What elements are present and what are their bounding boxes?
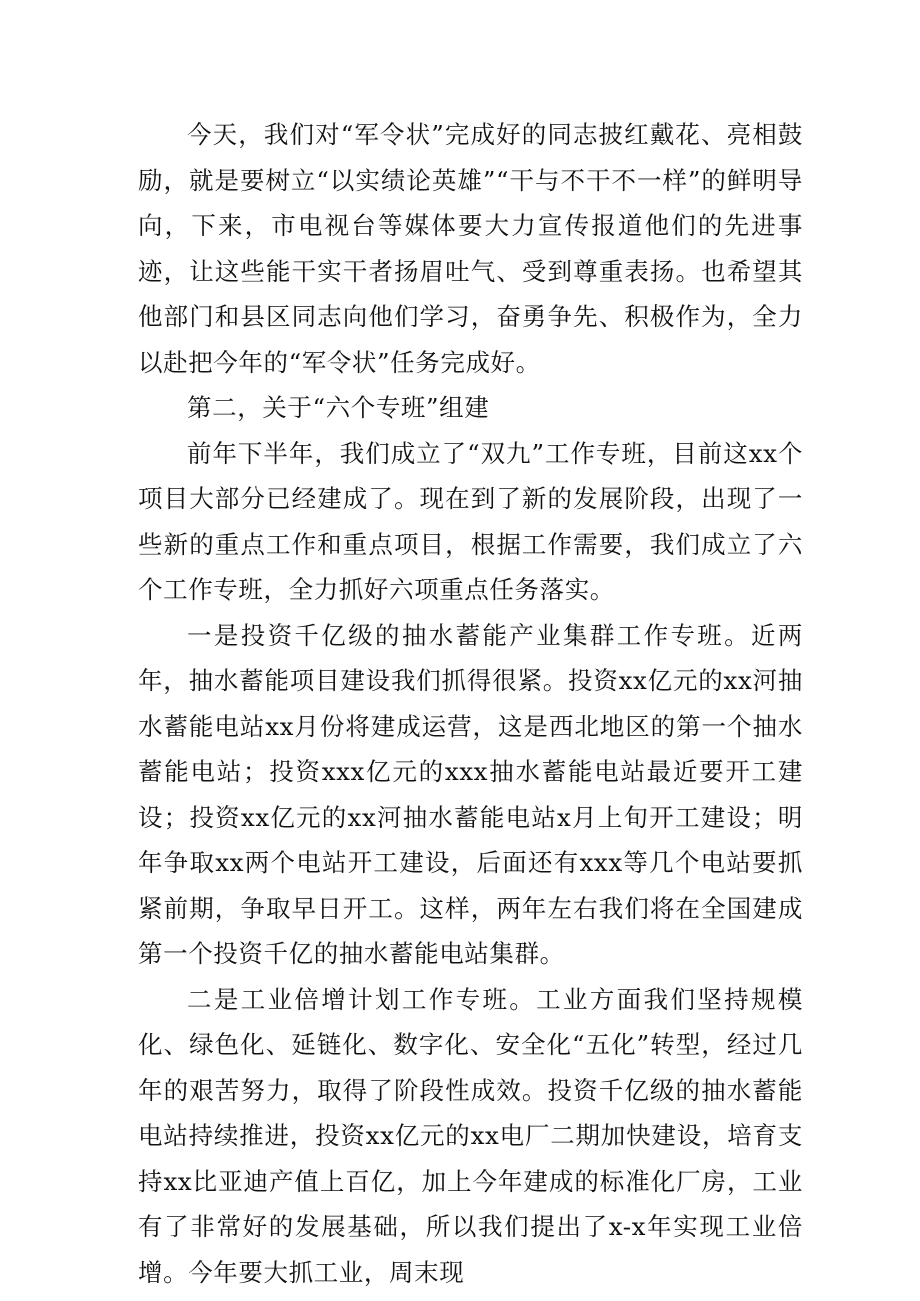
paragraph-industry-doubling-task-force: 二是工业倍增计划工作专班。工业方面我们坚持规模化、绿色化、延链化、数字化、安全化“五化”转型，经过几年的艰苦努力，取得了阶段性成效。投资千亿级的抽水蓄能电站持续推进，投资xx亿元的xx电厂二期加快建设，培育支持xx比亚迪产值上百亿，加上今年建成的标准化厂房，工业有了非常好的发展基础，所以我们提出了x-x年实现工业倍增。今年要大抓工业，周末现 [138, 984, 803, 1287]
document-body [138, 112, 803, 1295]
paragraph-task-force-background: 前年下半年，我们成立了“双九”工作专班，目前这xx个项目大部分已经建成了。现在到了新的发展阶段，出现了一些新的重点工作和重点项目，根据工作需要，我们成立了六个工作专班，全力抓好六项重点任务落实。 [138, 438, 803, 604]
section-heading-six-task-forces: 第二，关于“六个专班”组建 [187, 393, 490, 422]
paragraph-commendation: 今天，我们对“军令状”完成好的同志披红戴花、亮相鼓励，就是要树立“以实绩论英雄”“干与不干不一样”的鲜明导向，下来，市电视台等媒体要大力宣传报道他们的先进事迹，让这些能干实干者扬眉吐气、受到尊重表扬。也希望其他部门和县区同志向他们学习，奋勇争先、积极作为，全力以赴把今年的“军令状”任务完成好。 [138, 120, 803, 377]
paragraph-pumped-storage-task-force: 一是投资千亿级的抽水蓄能产业集群工作专班。近两年，抽水蓄能项目建设我们抓得很紧。投资xx亿元的xx河抽水蓄能电站xx月份将建成运营，这是西北地区的第一个抽水蓄能电站；投资xxx亿元的xxx抽水蓄能电站最近要开工建设；投资xx亿元的xx河抽水蓄能电站x月上旬开工建设；明年争取xx两个电站开工建设，后面还有xxx等几个电站要抓紧前期，争取早日开工。这样，两年左右我们将在全国建成第一个投资千亿的抽水蓄能电站集群。 [138, 620, 803, 968]
